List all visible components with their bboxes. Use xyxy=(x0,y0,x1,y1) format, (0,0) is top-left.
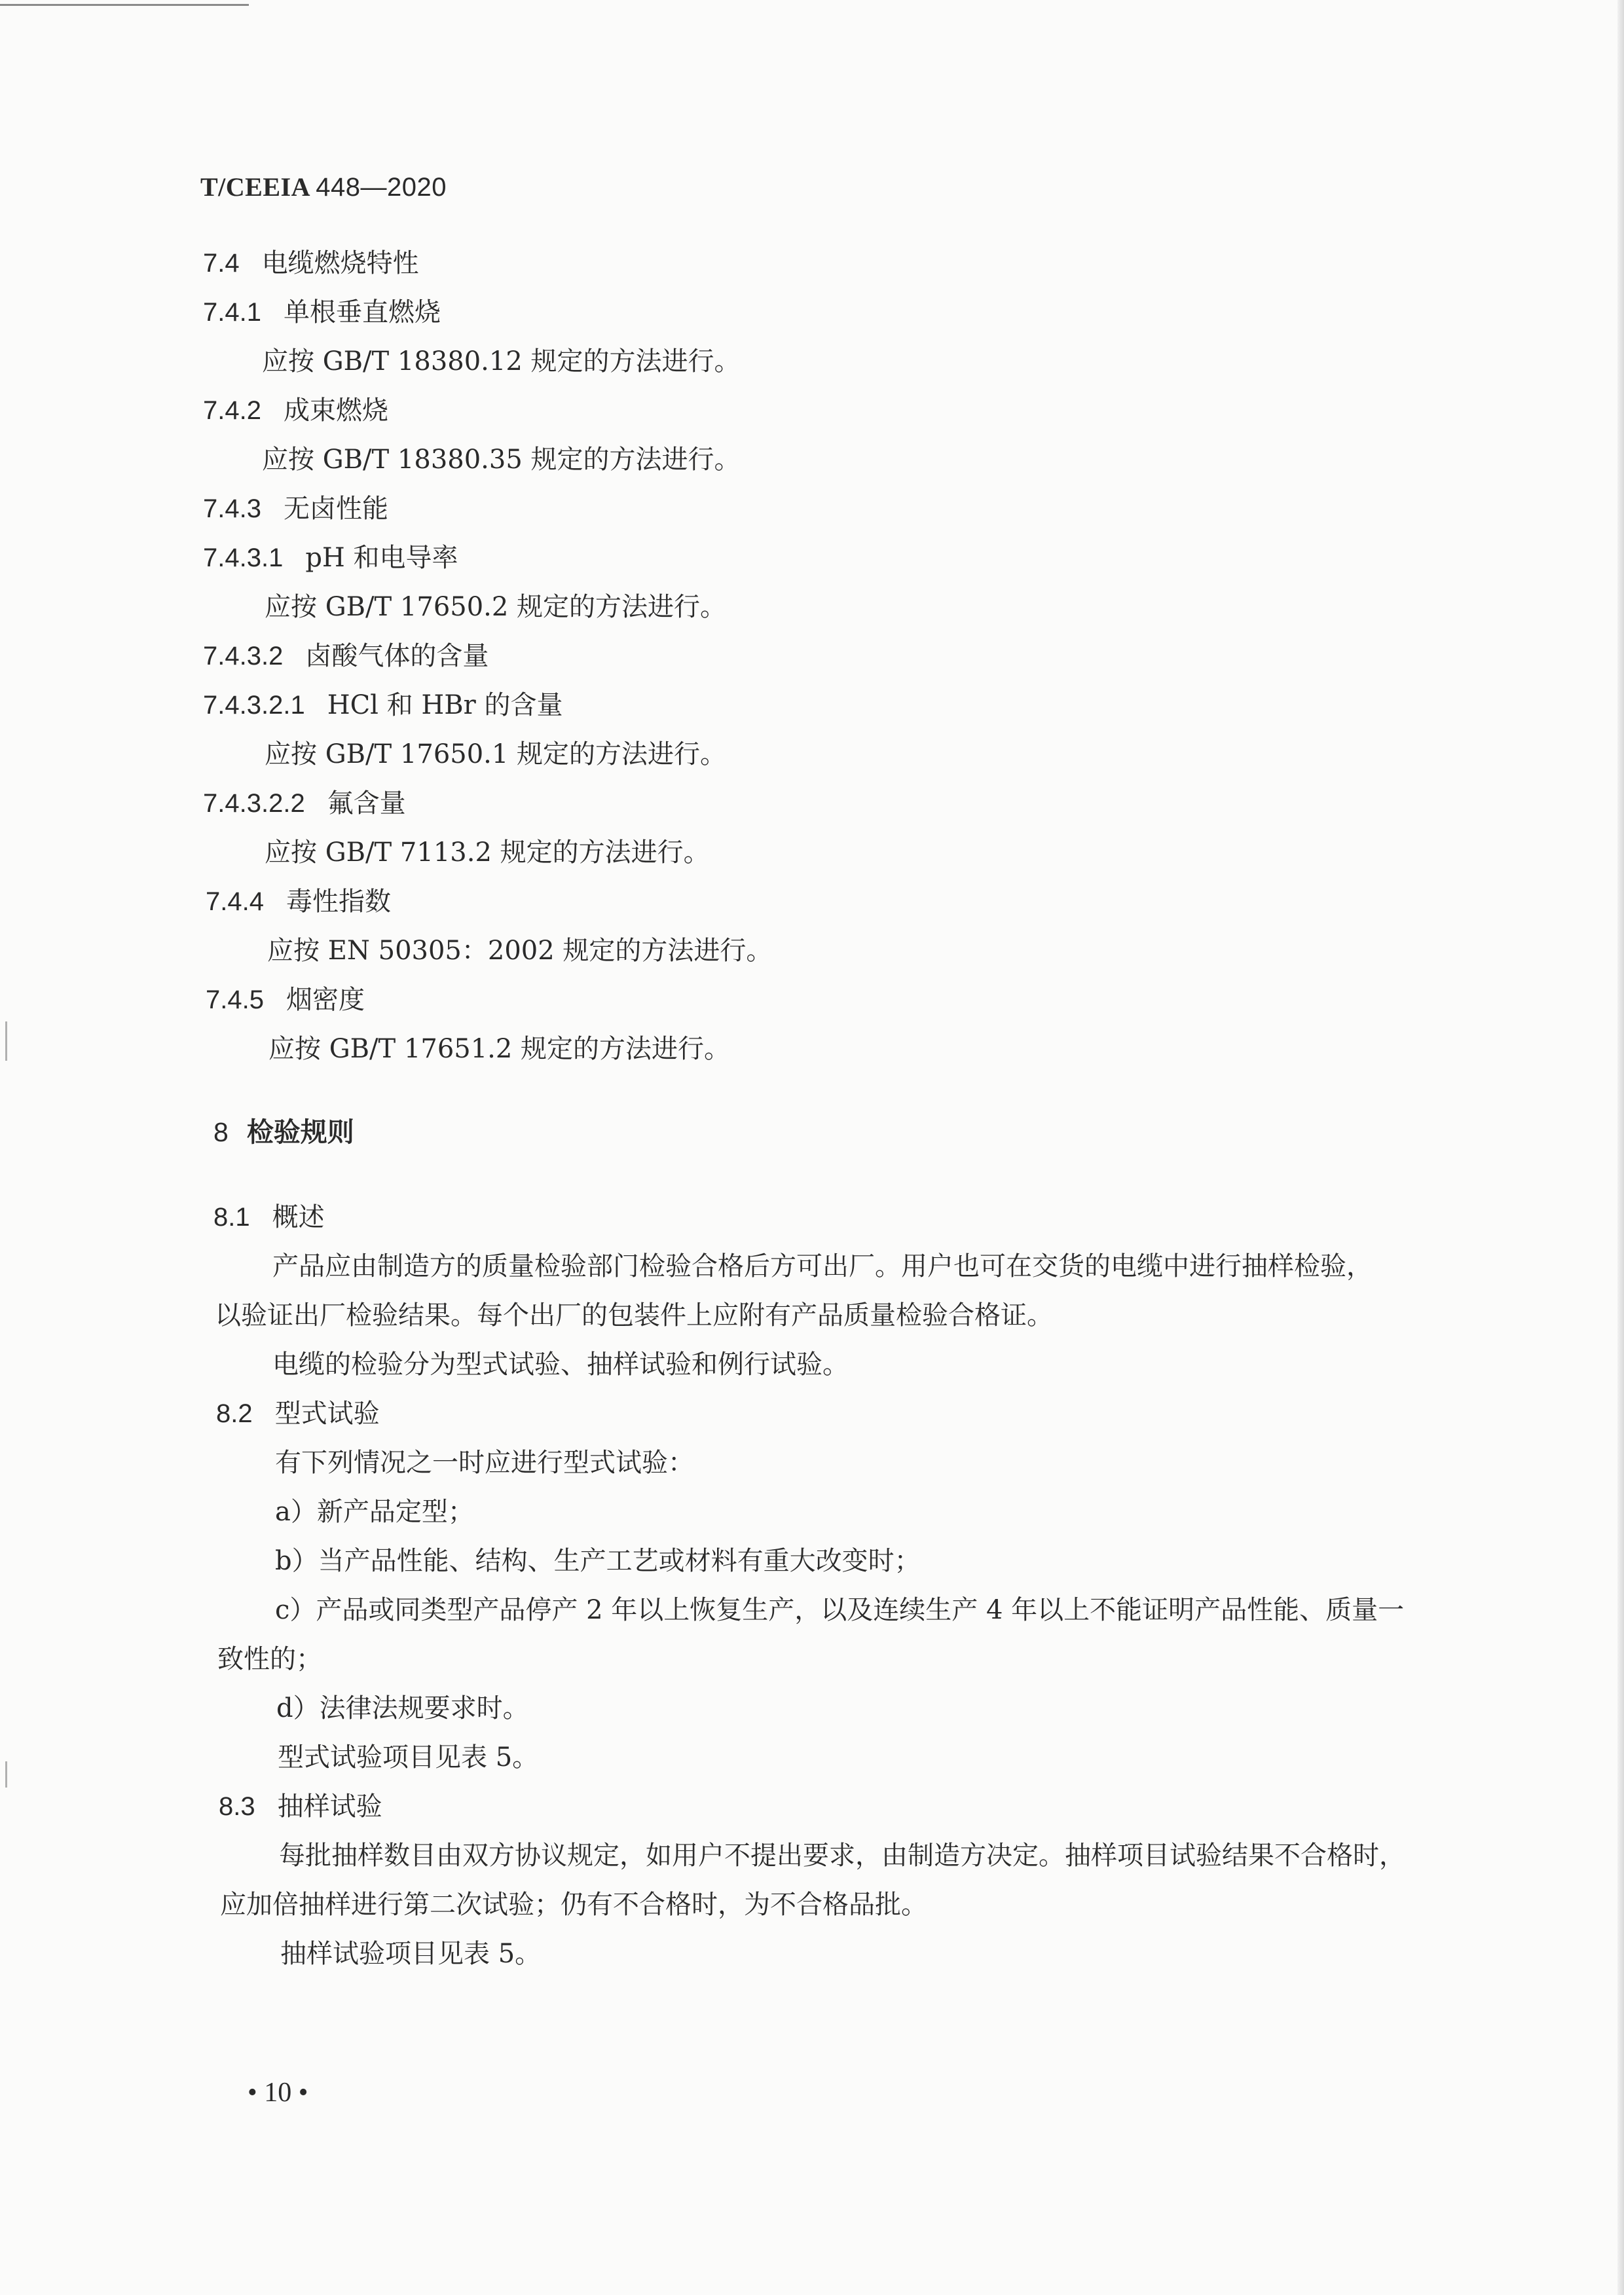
section-title: 单根垂直燃烧 xyxy=(283,297,441,327)
scan-mark xyxy=(5,1761,7,1788)
section-number: 7.4 xyxy=(203,249,240,278)
section-title: 毒性指数 xyxy=(286,887,391,917)
list-item-continuation: 致性的； xyxy=(217,1644,322,1674)
paragraph-line: 抽样试验项目见表 5。 xyxy=(280,1939,542,1969)
section-title: pH 和电导率 xyxy=(305,543,458,573)
chapter-number: 8 xyxy=(213,1117,229,1147)
page-edge-shadow xyxy=(1617,0,1624,2295)
chapter-heading xyxy=(213,1116,354,1148)
chapter-title: 检验规则 xyxy=(246,1116,354,1148)
section-title: 氟含量 xyxy=(327,788,406,818)
scan-mark xyxy=(5,1021,7,1061)
list-item: b）当产品性能、结构、生产工艺或材料有重大改变时； xyxy=(275,1546,921,1576)
section-title: 烟密度 xyxy=(286,985,365,1015)
section-number: 8.1 xyxy=(213,1203,250,1232)
section-heading xyxy=(216,1398,380,1429)
section-body: 应按 GB/T 18380.12 规定的方法进行。 xyxy=(262,346,741,376)
section-body: 应按 GB/T 17650.1 规定的方法进行。 xyxy=(265,739,727,769)
section-number: 7.4.3.2.1 xyxy=(203,691,305,720)
section-number: 7.4.2 xyxy=(203,396,261,425)
section-title: 概述 xyxy=(272,1202,325,1232)
section-title: 卤酸气体的含量 xyxy=(305,641,489,671)
section-number: 7.4.3.1 xyxy=(203,543,284,572)
document-code xyxy=(200,172,447,202)
section-title: 电缆燃烧特性 xyxy=(261,248,419,278)
section-number: 7.4.5 xyxy=(206,985,264,1014)
section-body: 应按 EN 50305：2002 规定的方法进行。 xyxy=(267,936,773,966)
section-title: HCl 和 HBr 的含量 xyxy=(327,690,563,720)
section-heading xyxy=(203,788,406,819)
section-number: 8.2 xyxy=(216,1399,253,1428)
section-number: 7.4.3 xyxy=(203,494,261,523)
section-heading xyxy=(206,984,365,1016)
page-number: • 10 • xyxy=(248,2078,308,2108)
paragraph-line: 型式试验项目见表 5。 xyxy=(278,1742,539,1772)
section-title: 成束燃烧 xyxy=(283,395,388,426)
section-heading xyxy=(203,395,388,426)
section-title: 抽样试验 xyxy=(277,1791,382,1822)
doc-code-prefix: T/CEEIA xyxy=(200,172,309,202)
section-title: 型式试验 xyxy=(274,1399,380,1429)
section-heading xyxy=(206,886,391,917)
section-number: 7.4.4 xyxy=(206,887,264,916)
section-heading xyxy=(203,493,388,524)
list-item: a）新产品定型； xyxy=(275,1497,474,1527)
list-item: c）产品或同类型产品停产 2 年以上恢复生产，以及连续生产 4 年以上不能证明产品性能、质量一 xyxy=(275,1595,1405,1625)
paragraph-line: 电缆的检验分为型式试验、抽样试验和例行试验。 xyxy=(272,1349,849,1380)
section-number: 7.4.3.2 xyxy=(203,642,284,670)
section-body: 应按 GB/T 17651.2 规定的方法进行。 xyxy=(268,1034,731,1064)
section-body: 应按 GB/T 7113.2 规定的方法进行。 xyxy=(265,837,710,868)
section-heading xyxy=(203,248,419,279)
list-item: d）法律法规要求时。 xyxy=(276,1693,529,1723)
paragraph-line: 有下列情况之一时应进行型式试验： xyxy=(275,1448,694,1478)
section-title: 无卤性能 xyxy=(283,494,388,524)
top-rule xyxy=(0,4,249,6)
section-heading xyxy=(203,297,441,328)
section-heading xyxy=(203,689,563,721)
section-body: 应按 GB/T 18380.35 规定的方法进行。 xyxy=(262,445,741,475)
paragraph-line: 以验证出厂检验结果。每个出厂的包装件上应附有产品质量检验合格证。 xyxy=(215,1300,1053,1331)
section-number: 7.4.1 xyxy=(203,298,261,327)
section-body: 应按 GB/T 17650.2 规定的方法进行。 xyxy=(265,592,727,622)
paragraph-line: 产品应由制造方的质量检验部门检验合格后方可出厂。用户也可在交货的电缆中进行抽样检验， xyxy=(272,1251,1373,1281)
section-number: 8.3 xyxy=(219,1792,255,1821)
paragraph-line: 每批抽样数目由双方协议规定，如用户不提出要求，由制造方决定。抽样项目试验结果不合格时， xyxy=(279,1841,1405,1871)
doc-code-number: 448—2020 xyxy=(316,173,447,202)
section-heading xyxy=(213,1202,325,1233)
section-heading xyxy=(203,640,489,672)
paragraph-line: 应加倍抽样进行第二次试验；仍有不合格时，为不合格品批。 xyxy=(220,1890,927,1920)
section-number: 7.4.3.2.2 xyxy=(203,789,305,818)
section-heading xyxy=(203,542,458,574)
section-heading xyxy=(219,1791,382,1822)
